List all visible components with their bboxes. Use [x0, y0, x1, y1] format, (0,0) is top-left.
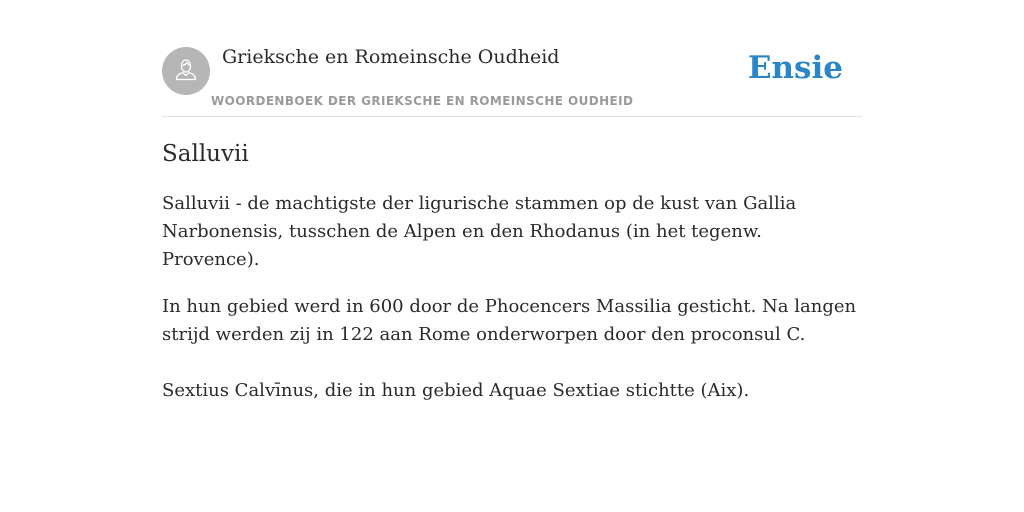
entry-paragraph: Sextius Calvīnus, die in hun gebied Aquae Sextiae stichtte (Aix). — [162, 380, 750, 401]
page-header — [162, 40, 862, 117]
entry-content — [162, 138, 862, 424]
user-icon — [173, 56, 199, 86]
source-title-link[interactable]: Grieksche en Romeinsche Oudheid — [222, 46, 560, 68]
entry-title: Salluvii — [162, 141, 249, 167]
source-subtitle: WOORDENBOEK DER GRIEKSCHE EN ROMEINSCHE OUDHEID — [211, 94, 634, 108]
entry-paragraph: In hun gebied werd in 600 door de Phocencers Massilia gesticht. Na langen strijd werden zij in 122 aan Rome onderworpen door den proconsul C. — [162, 296, 857, 345]
source-avatar[interactable] — [162, 47, 210, 95]
brand-logo-link[interactable]: Ensie — [747, 50, 843, 86]
entry-paragraph: Salluvii - de machtigste der ligurische stammen op de kust van Gallia Narbonensis, tusschen de Alpen en den Rhodanus (in het tegenw. Provence). — [162, 193, 797, 270]
